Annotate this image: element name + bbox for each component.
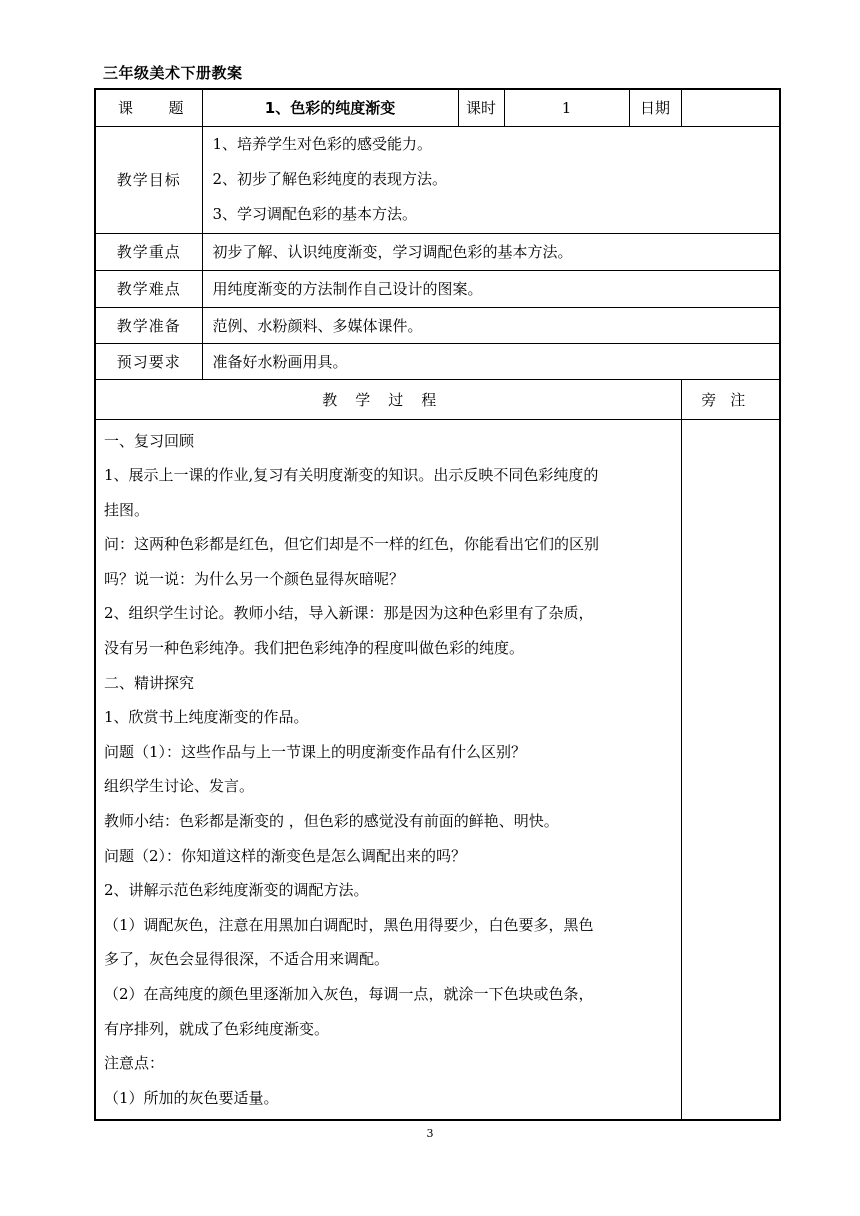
key-points-label: 教学重点 <box>95 233 202 270</box>
process-body-row <box>95 419 780 1120</box>
process-line: 多了，灰色会显得很深，不适合用来调配。 <box>104 950 390 969</box>
date-label: 日期 <box>629 89 681 126</box>
process-heading: 教学过程 <box>95 379 681 419</box>
difficulties-label: 教学难点 <box>95 270 202 307</box>
goals-content <box>202 126 780 233</box>
process-line: 二、精讲探究 <box>104 673 195 692</box>
process-line: 没有另一种色彩纯净。我们把色彩纯净的程度叫做色彩的纯度。 <box>104 639 525 658</box>
process-line: 一、复习回顾 <box>104 431 195 450</box>
process-line: 1、展示上一课的作业,复习有关明度渐变的知识。出示反映不同色彩纯度的 <box>104 466 599 485</box>
process-line: 问题（2）：你知道这样的渐变色是怎么调配出来的吗？ <box>104 846 467 865</box>
goals-row <box>95 126 780 233</box>
process-line: 1、欣赏书上纯度渐变的作品。 <box>104 708 309 727</box>
process-line: 问题（1）：这些作品与上一节课上的明度渐变作品有什么区别？ <box>104 742 527 761</box>
process-line: 组织学生讨论、发言。 <box>104 777 255 796</box>
process-line: （1）所加的灰色要适量。 <box>104 1088 279 1107</box>
topic-label-cell <box>95 89 202 126</box>
document-header: 三年级美术下册教案 <box>103 64 243 82</box>
process-line: （1）调配灰色，注意在用黑加白调配时，黑色用得要少，白色要多，黑色 <box>104 915 594 934</box>
preparation-label: 教学准备 <box>95 307 202 343</box>
process-line: （2）在高纯度的颜色里逐渐加入灰色，每调一点，就涂一下色块或色条， <box>104 985 594 1003</box>
goal-item: 2、初步了解色彩纯度的表现方法。 <box>212 170 448 188</box>
goals-label: 教学目标 <box>95 126 202 233</box>
key-points-row <box>95 233 780 270</box>
preparation-row <box>95 307 780 343</box>
process-line: 挂图。 <box>104 500 150 519</box>
preview-value: 准备好水粉画用具。 <box>202 343 780 379</box>
lesson-plan-table <box>94 88 781 1121</box>
period-value: 1 <box>504 89 629 126</box>
preview-label: 预习要求 <box>95 343 202 379</box>
preparation-value: 范例、水粉颜料、多媒体课件。 <box>202 307 780 343</box>
process-line: 问：这两种色彩都是红色，但它们却是不一样的红色，你能看出它们的区别 <box>104 535 600 554</box>
process-line: 2、讲解示范色彩纯度渐变的调配方法。 <box>104 881 369 900</box>
process-header-row <box>95 379 780 419</box>
process-line: 2、组织学生讨论。教师小结，导入新课：那是因为这种色彩里有了杂质， <box>104 604 594 623</box>
process-line: 教师小结：色彩都是渐变的 ，但色彩的感觉没有前面的鲜艳、明快。 <box>104 812 559 831</box>
process-content <box>95 419 681 1120</box>
difficulties-row <box>95 270 780 307</box>
topic-label: 课 题 <box>118 99 184 118</box>
side-notes-cell <box>681 419 780 1120</box>
page-number: 3 <box>426 1127 434 1140</box>
key-points-value: 初步了解、认识纯度渐变，学习调配色彩的基本方法。 <box>202 233 780 270</box>
date-value <box>681 89 780 126</box>
goal-item: 1、培养学生对色彩的感受能力。 <box>212 135 433 153</box>
preview-row <box>95 343 780 379</box>
goal-item: 3、学习调配色彩的基本方法。 <box>212 205 418 223</box>
side-notes-heading: 旁注 <box>681 379 780 419</box>
topic-row <box>95 89 780 126</box>
process-line: 注意点： <box>104 1054 165 1073</box>
difficulties-value: 用纯度渐变的方法制作自己设计的图案。 <box>202 270 780 307</box>
process-line: 吗？说一说：为什么另一个颜色显得灰暗呢？ <box>104 569 405 588</box>
process-line: 有序排列，就成了色彩纯度渐变。 <box>104 1019 330 1038</box>
period-label: 课时 <box>458 89 504 126</box>
lesson-title: 1、色彩的纯度渐变 <box>202 89 458 126</box>
